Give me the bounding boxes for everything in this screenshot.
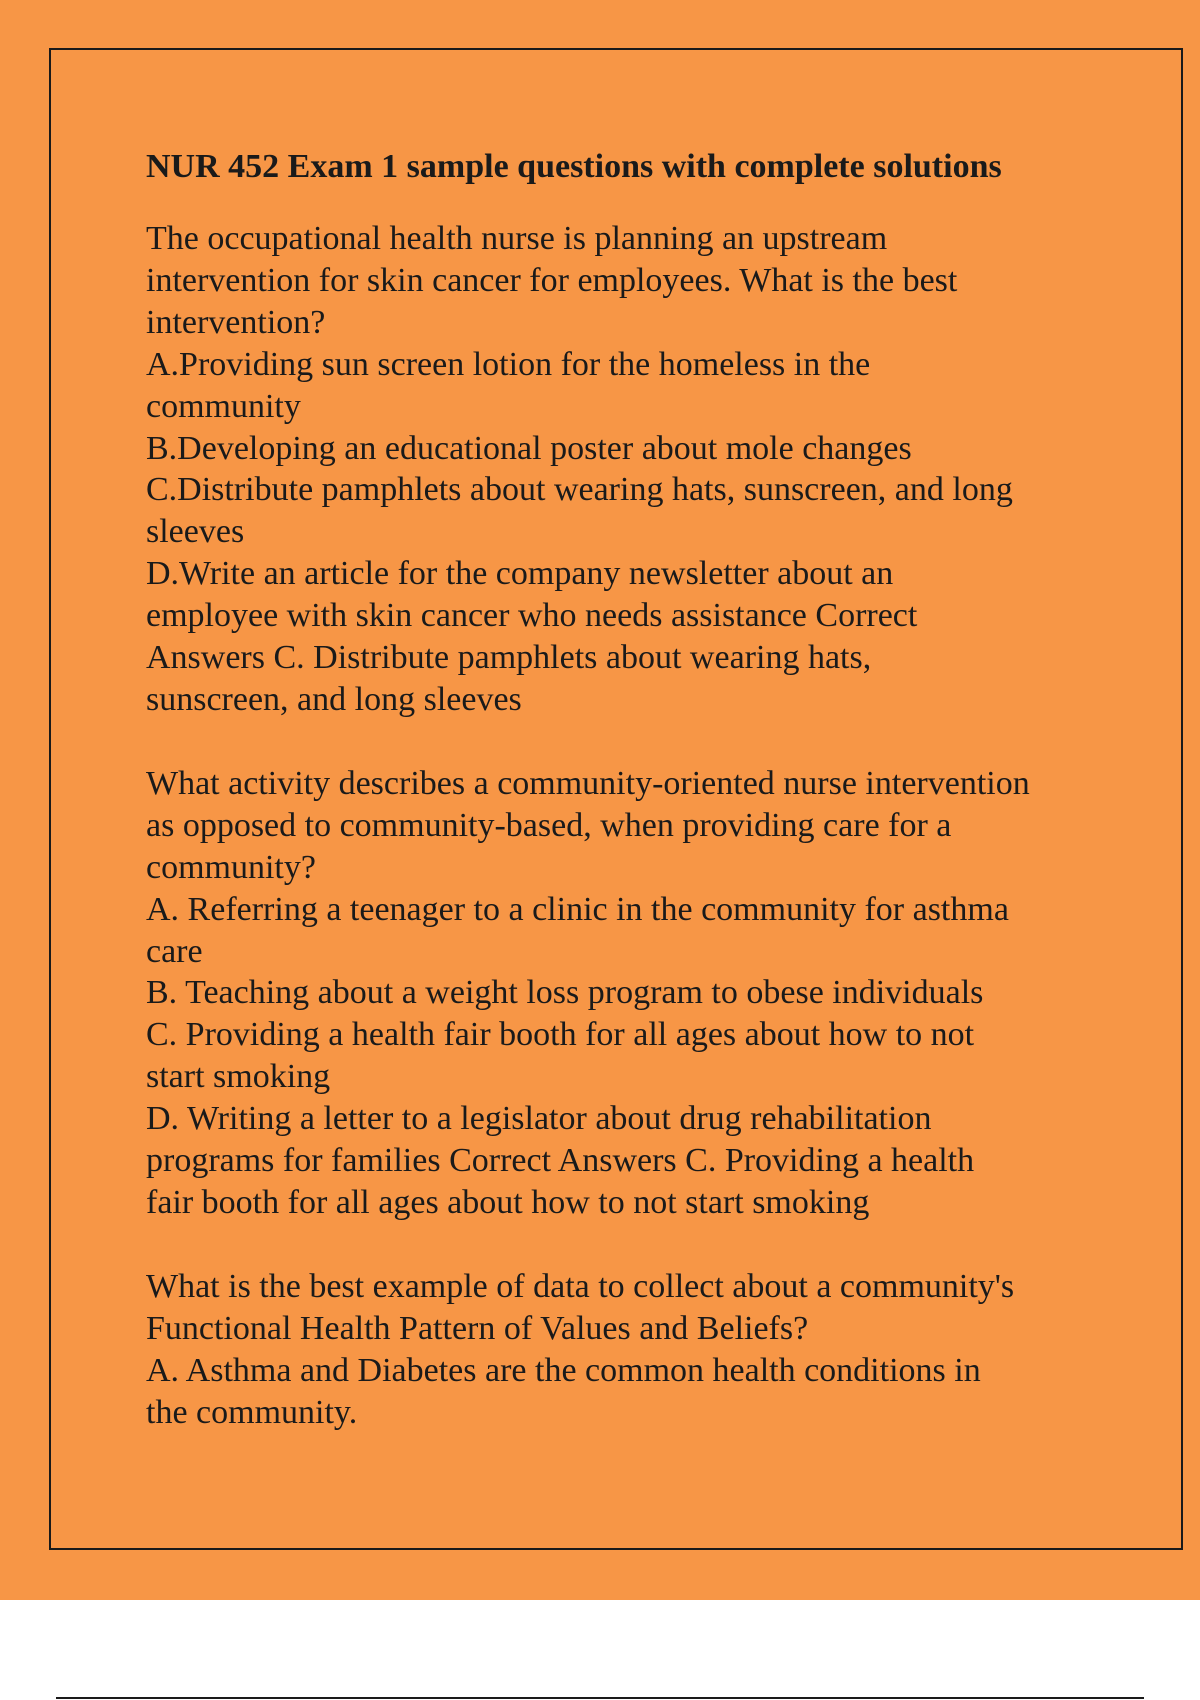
question-2-option-a: A. Referring a teenager to a clinic in the community for asthma — [146, 890, 1009, 928]
question-2-answer-cont: fair booth for all ages about how to not start smoking — [146, 1183, 870, 1221]
question-2-line: community? — [146, 848, 316, 886]
question-2-line: What activity describes a community-oriented nurse intervention — [146, 764, 1030, 802]
question-1-line: intervention? — [146, 303, 326, 341]
question-1 — [146, 218, 1106, 721]
question-3-option-a: A. Asthma and Diabetes are the common health conditions in — [146, 1351, 981, 1389]
question-1-option-d-cont: employee with skin cancer who needs assistance Correct — [146, 597, 918, 635]
question-2-option-d: D. Writing a letter to a legislator about drug rehabilitation — [146, 1100, 932, 1138]
question-1-option-c-cont: sleeves — [146, 513, 245, 551]
question-2-option-a-cont: care — [146, 932, 203, 970]
question-3-option-a-cont: the community. — [146, 1393, 358, 1431]
question-1-option-a: A.Providing sun screen lotion for the homeless in the — [146, 345, 871, 383]
question-1-option-b: B.Developing an educational poster about mole changes — [146, 429, 912, 467]
footer-rule — [56, 1697, 1144, 1699]
question-1-answer: Answers C. Distribute pamphlets about wearing hats, — [146, 639, 872, 677]
question-2-line: as opposed to community-based, when providing care for a — [146, 806, 952, 844]
question-2-option-c: C. Providing a health fair booth for all ages about how to not — [146, 1016, 975, 1054]
document-title: NUR 452 Exam 1 sample questions with complete solutions — [146, 148, 1002, 185]
question-3-line: What is the best example of data to collect about a community's — [146, 1267, 1015, 1305]
question-2-option-c-cont: start smoking — [146, 1058, 331, 1096]
question-1-line: The occupational health nurse is planning an upstream — [146, 220, 888, 257]
document-body — [146, 142, 1106, 1475]
question-2-answer: programs for families Correct Answers C. Providing a health — [146, 1142, 975, 1180]
question-1-option-c: C.Distribute pamphlets about wearing hats, sunscreen, and long — [146, 471, 1013, 509]
question-1-answer-cont: sunscreen, and long sleeves — [146, 680, 522, 718]
question-1-line: intervention for skin cancer for employees. What is the best — [146, 261, 958, 299]
question-2-option-b: B. Teaching about a weight loss program to obese individuals — [146, 974, 984, 1012]
question-3 — [146, 1266, 1106, 1434]
question-2 — [146, 763, 1106, 1224]
question-3-line: Functional Health Pattern of Values and Beliefs? — [146, 1309, 809, 1347]
question-1-option-d: D.Write an article for the company newsletter about an — [146, 555, 894, 593]
question-1-option-a-cont: community — [146, 387, 301, 425]
